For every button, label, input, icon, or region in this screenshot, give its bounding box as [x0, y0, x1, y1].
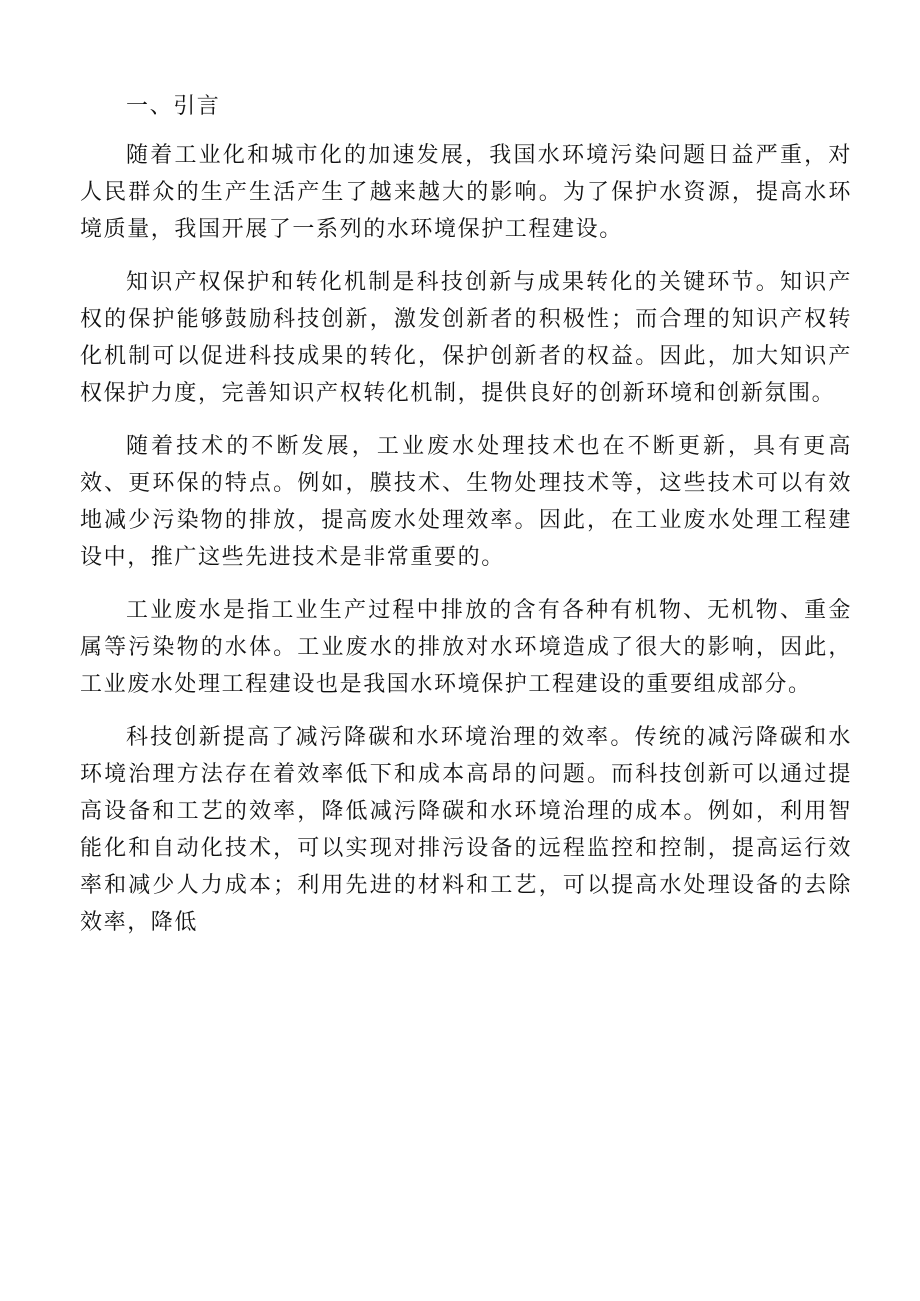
paragraph-4: 工业废水是指工业生产过程中排放的含有各种有机物、无机物、重金属等污染物的水体。工业废水的排放对水环境造成了很大的影响，因此，工业废水处理工程建设也是我国水环境保护工程建设的重要组成部分。	[80, 598, 852, 697]
paragraph-1: 随着工业化和城市化的加速发展，我国水环境污染问题日益严重，对人民群众的生产生活产生了越来越大的影响。为了保护水资源，提高水环境质量，我国开展了一系列的水环境保护工程建设。	[80, 143, 852, 242]
paragraph-3: 随着技术的不断发展，工业废水处理技术也在不断更新，具有更高效、更环保的特点。例如，膜技术、生物处理技术等，这些技术可以有效地减少污染物的排放，提高废水处理效率。因此，在工业废水处理工程建设中，推广这些先进技术是非常重要的。	[80, 434, 852, 570]
paragraph-2: 知识产权保护和转化机制是科技创新与成果转化的关键环节。知识产权的保护能够鼓励科技创新，激发创新者的积极性；而合理的知识产权转化机制可以促进科技成果的转化，保护创新者的权益。因此，加大知识产权保护力度，完善知识产权转化机制，提供良好的创新环境和创新氛围。	[80, 270, 852, 406]
section-heading: 一、引言	[126, 94, 221, 119]
paragraph-5: 科技创新提高了减污降碳和水环境治理的效率。传统的减污降碳和水环境治理方法存在着效率低下和成本高昂的问题。而科技创新可以通过提高设备和工艺的效率，降低减污降碳和水环境治理的成本。例如，利用智能化和自动化技术，可以实现对排污设备的远程监控和控制，提高运行效率和减少人力成本；利用先进的材料和工艺，可以提高水处理设备的去除效率，降低	[80, 725, 852, 935]
